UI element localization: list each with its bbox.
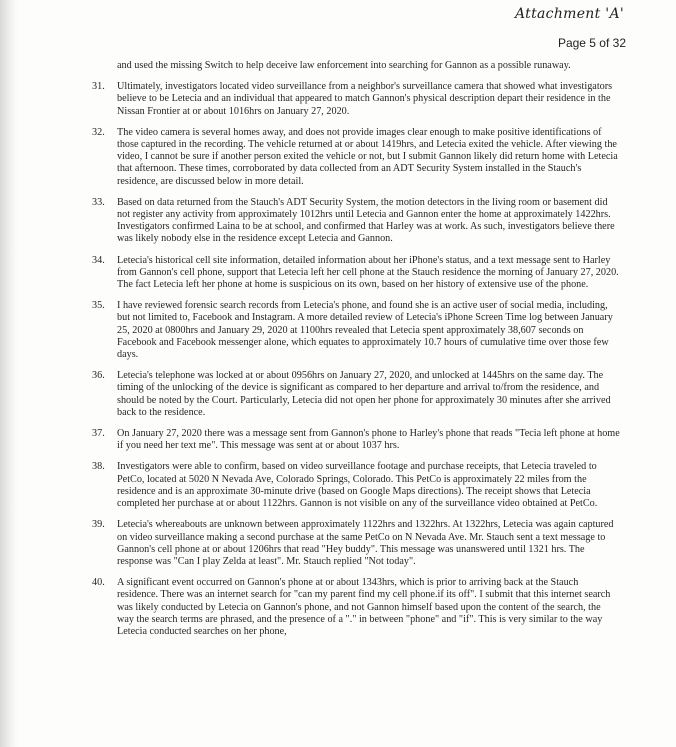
paragraph-text: Letecia's telephone was locked at or about 0956hrs on January 27, 2020, and unlocked at 1445hrs on the same day. The timing of the unlocking of the device is significant as compared to her departure and arrival to/from the residence, and should be noted by the Court. Particularly, Letecia did not open her phone for approximately 30 minutes after she arrived back to the residence.: [117, 370, 611, 418]
paragraph-number: 37.: [92, 428, 105, 440]
paragraph-39: [92, 519, 620, 568]
paragraph-32: [92, 127, 620, 188]
paragraph-34: [92, 255, 620, 292]
paragraph-40: [92, 577, 620, 638]
paragraph-text: Letecia's historical cell site information, detailed information about her iPhone's status, and a text message sent to Harley from Gannon's cell phone, support that Letecia left her cell phone at the Stauch residence the morning of January 27, 2020. The fact Letecia left her phone at home is suspicious on its own, based on her history of extensive use of the phone.: [117, 254, 619, 291]
scan-edge-shadow: [0, 0, 18, 747]
paragraph-text: Ultimately, investigators located video surveillance from a neighbor's surveillance camera that showed what investigators believe to be Letecia and an individual that appeared to match Gannon's physical description depart their residence in the Nissan Frontier at or about 1016hrs on January 27, 2020.: [117, 81, 613, 117]
attachment-label: Attachment 'A': [515, 6, 624, 22]
paragraph-text: Based on data returned from the Stauch's ADT Security System, the motion detectors in the living room or basement did not register any activity from approximately 1012hrs until Letecia and Gannon enter the home at approximately 1422hrs. Investigators confirmed Laina to be at school, and confirmed that Harley was at work. As such, investigators believe there was likely nobody else in the residence except Letecia and Gannon.: [117, 196, 615, 245]
paragraph-number: 36.: [92, 370, 105, 382]
paragraph-number: 31.: [92, 81, 105, 93]
paragraph-text: I have reviewed forensic search records from Letecia's phone, and found she is an active user of social media, including, but not limited to, Facebook and Instagram. A more detailed review of Letecia's iPhone Screen Time log between January 25, 2020 at 0800hrs and January 29, 2020 at 1100hrs revealed that Letecia spent approximately 38,607 seconds on Facebook and Facebook messenger alone, which equates to approximately 10.7 hours of cumulative time over those few days.: [117, 300, 613, 361]
paragraph-number: 34.: [92, 254, 105, 266]
page-number: Page 5 of 32: [557, 36, 626, 50]
paragraph-number: 32.: [92, 126, 105, 138]
paragraph-text: On January 27, 2020 there was a message sent from Gannon's phone to Harley's phone that reads "Tecia left phone at home if you need her text me". This message was sent at or about 1037 hrs.: [117, 428, 620, 452]
paragraph-number: 39.: [92, 519, 105, 531]
paragraph-36: [92, 370, 620, 419]
paragraph-number: 33.: [92, 196, 105, 208]
paragraph-text: A significant event occurred on Gannon's phone at or about 1343hrs, which is prior to arriving back at the Stauch residence. There was an internet search for "can my parent find my cell phone.if its off". I submit that this internet search was likely conducted by Letecia on Gannon's phone, and not Gannon himself based upon the content of the search, the way the search terms are phrased, and the presence of a "." in between "phone" and "if". This is very similar to the way Letecia conducted searches on her phone,: [117, 577, 611, 637]
paragraph-37: [92, 428, 620, 452]
paragraph-number: 38.: [92, 461, 105, 473]
intro-paragraph: and used the missing Switch to help deceive law enforcement into searching for Gannon as a possible runaway.: [117, 60, 571, 71]
paragraph-38: [92, 461, 620, 510]
paragraph-text: The video camera is several homes away, and does not provide images clear enough to make positive identifications of those captured in the recording. The vehicle returned at or about 1419hrs, and Letecia exited the vehicle. After viewing the video, I cannot be sure if another person exited the vehicle or not, but I submit Gannon likely did return home with Letecia that afternoon. These times, corroborated by data collected from an ADT Security System installed in the Stauch's residence, are discussed below in more detail.: [117, 126, 618, 187]
paragraph-35: [92, 300, 620, 361]
paragraph-33: [92, 197, 620, 246]
document-body: [92, 60, 620, 647]
paragraph-text: Letecia's whereabouts are unknown between approximately 1122hrs and 1322hrs. At 1322hrs, Letecia was again captured on video surveillance making a second purchase at the same PetCo on N Nevada Ave. Mr. Stauch sent a text message to Gannon's cell phone at or about 1206hrs that read "Hey buddy". This message was unanswered until 1321 hrs. The response was "Can I play Zelda at least". Mr. Stauch replied "Not today".: [117, 519, 614, 567]
paragraph-number: 35.: [92, 300, 105, 312]
paragraph-text: Investigators were able to confirm, based on video surveillance footage and purchase receipts, that Letecia traveled to PetCo, located at 5020 N Nevada Ave, Colorado Springs, Colorado. This PetCo is approximately 22 miles from the residence and is an approximate 30-minute drive (based on Google Maps directions). The receipt shows that Letecia completed her purchase at or about 1122hrs. Gannon is not visible on any of the surveillance video obtained at PetCo.: [117, 461, 598, 510]
paragraph-number: 40.: [92, 577, 105, 589]
paragraph-31: [92, 81, 620, 118]
